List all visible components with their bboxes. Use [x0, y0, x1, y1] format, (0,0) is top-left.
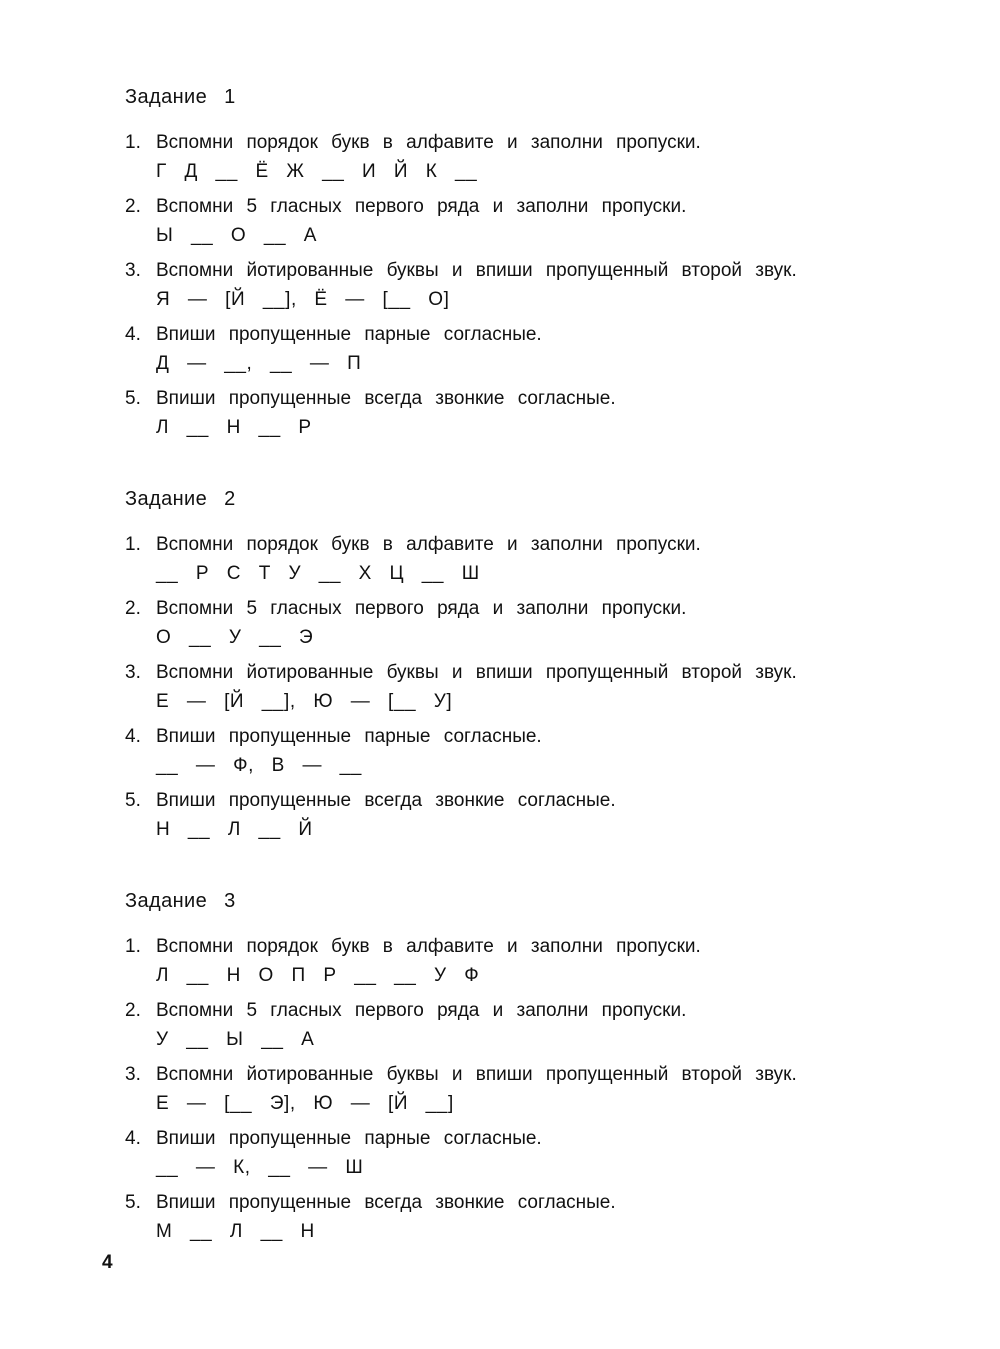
exercise-item: [125, 727, 890, 776]
item-number: 2.: [125, 196, 141, 217]
item-text: Впиши пропущенные всегда звонкие согласные.: [156, 1192, 616, 1213]
item-text: Вспомни йотированные буквы и впиши пропущенный второй звук.: [156, 1064, 797, 1085]
answer-line: Ы __ О __ А: [156, 225, 318, 246]
item-number: 4.: [125, 324, 141, 345]
exercise-item: [125, 325, 890, 374]
exercise-item: [125, 663, 890, 712]
exercise-item: [125, 535, 890, 584]
task-title: Задание 2: [125, 488, 236, 510]
answer-line: Н __ Л __ Й: [156, 819, 313, 840]
answer-line: У __ Ы __ А: [156, 1029, 315, 1050]
exercise-item: [125, 1001, 890, 1050]
item-line: [125, 1129, 890, 1149]
answer-line: Д — __, __ — П: [156, 353, 362, 374]
item-line: [125, 663, 890, 683]
item-number: 1.: [125, 132, 141, 153]
item-number: 1.: [125, 936, 141, 957]
item-line: [125, 197, 890, 217]
task-section-1: [125, 86, 890, 438]
item-number: 4.: [125, 1128, 141, 1149]
item-line: [125, 535, 890, 555]
task-title: Задание 3: [125, 890, 236, 912]
item-number: 3.: [125, 662, 141, 683]
item-text: Вспомни 5 гласных первого ряда и заполни пропуски.: [156, 196, 687, 217]
item-number: 2.: [125, 598, 141, 619]
task-section-2: [125, 488, 890, 840]
item-line: [125, 133, 890, 153]
item-line: [125, 1001, 890, 1021]
exercise-item: [125, 1065, 890, 1114]
answer-line: М __ Л __ Н: [156, 1221, 315, 1242]
item-line: [125, 325, 890, 345]
item-line: [125, 599, 890, 619]
item-line: [125, 389, 890, 409]
item-number: 5.: [125, 790, 141, 811]
item-number: 3.: [125, 1064, 141, 1085]
item-number: 3.: [125, 260, 141, 281]
item-text: Впиши пропущенные парные согласные.: [156, 1128, 542, 1149]
exercise-item: [125, 599, 890, 648]
answer-line: Л __ Н О П Р __ __ У Ф: [156, 965, 480, 986]
exercise-item: [125, 197, 890, 246]
item-line: [125, 1065, 890, 1085]
exercise-item: [125, 389, 890, 438]
item-number: 5.: [125, 1192, 141, 1213]
exercise-item: [125, 133, 890, 182]
item-text: Вспомни порядок букв в алфавите и заполни пропуски.: [156, 132, 701, 153]
page-number: 4: [102, 1252, 113, 1273]
item-number: 5.: [125, 388, 141, 409]
answer-line: О __ У __ Э: [156, 627, 314, 648]
answer-line: Я — [Й __], Ё — [__ О]: [156, 289, 450, 310]
item-text: Вспомни 5 гласных первого ряда и заполни пропуски.: [156, 598, 687, 619]
item-text: Впиши пропущенные парные согласные.: [156, 726, 542, 747]
item-line: [125, 727, 890, 747]
item-text: Вспомни порядок букв в алфавите и заполни пропуски.: [156, 936, 701, 957]
answer-line: Л __ Н __ Р: [156, 417, 312, 438]
item-text: Впиши пропущенные парные согласные.: [156, 324, 542, 345]
item-text: Вспомни йотированные буквы и впиши пропущенный второй звук.: [156, 662, 797, 683]
exercise-item: [125, 261, 890, 310]
answer-line: Е — [Й __], Ю — [__ У]: [156, 691, 453, 712]
item-text: Вспомни йотированные буквы и впиши пропущенный второй звук.: [156, 260, 797, 281]
item-text: Вспомни порядок букв в алфавите и заполни пропуски.: [156, 534, 701, 555]
item-number: 4.: [125, 726, 141, 747]
answer-line: __ — Ф, В — __: [156, 755, 362, 776]
exercise-item: [125, 791, 890, 840]
item-text: Вспомни 5 гласных первого ряда и заполни пропуски.: [156, 1000, 687, 1021]
answer-line: Е — [__ Э], Ю — [Й __]: [156, 1093, 454, 1114]
task-section-3: [125, 890, 890, 1242]
item-line: [125, 261, 890, 281]
item-number: 2.: [125, 1000, 141, 1021]
exercise-item: [125, 1129, 890, 1178]
item-number: 1.: [125, 534, 141, 555]
item-line: [125, 937, 890, 957]
item-text: Впиши пропущенные всегда звонкие согласные.: [156, 790, 616, 811]
answer-line: __ — К, __ — Ш: [156, 1157, 364, 1178]
task-title: Задание 1: [125, 86, 236, 108]
exercise-item: [125, 937, 890, 986]
item-text: Впиши пропущенные всегда звонкие согласные.: [156, 388, 616, 409]
exercise-item: [125, 1193, 890, 1242]
item-line: [125, 791, 890, 811]
answer-line: Г Д __ Ё Ж __ И Й К __: [156, 161, 478, 182]
answer-line: __ Р С Т У __ Х Ц __ Ш: [156, 563, 480, 584]
item-line: [125, 1193, 890, 1213]
